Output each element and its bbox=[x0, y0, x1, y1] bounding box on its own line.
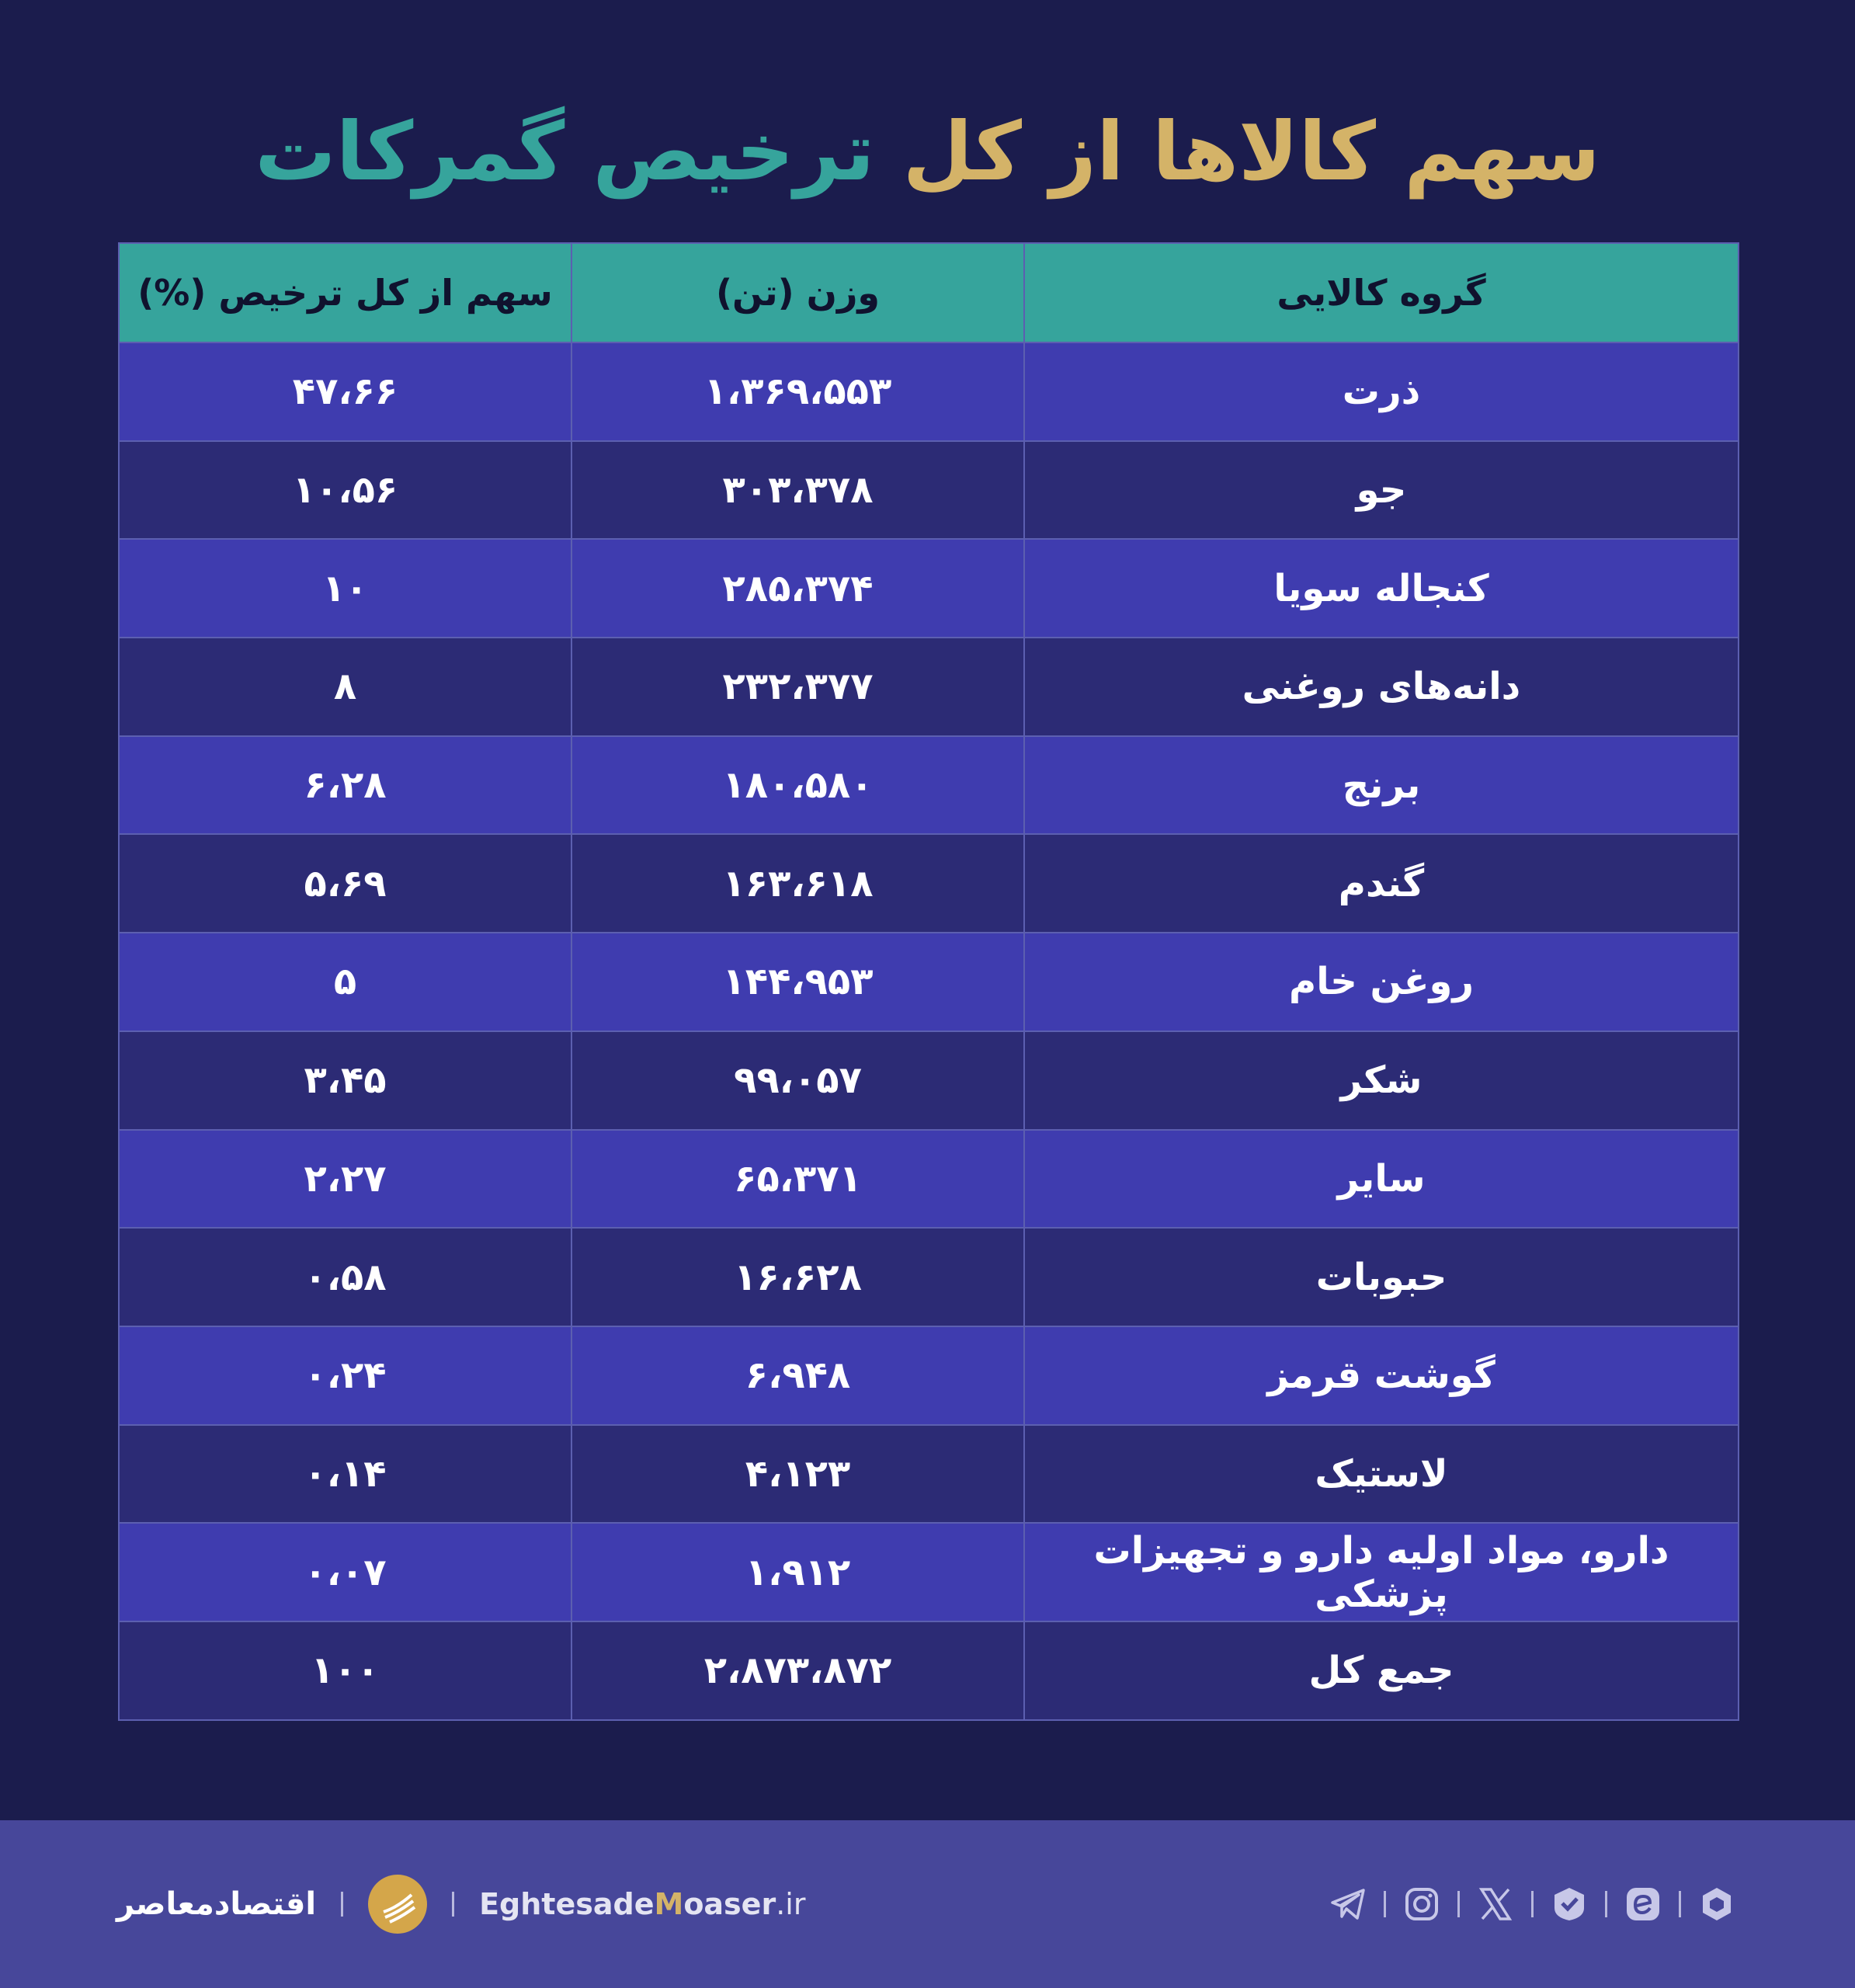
divider bbox=[452, 1892, 454, 1917]
table-row bbox=[119, 1228, 1739, 1326]
title-part-1: سهم کالاها از کل bbox=[902, 104, 1600, 199]
cell-share: ۵ bbox=[119, 933, 571, 1031]
cell-group: لاستیک bbox=[1024, 1425, 1739, 1524]
cell-weight: ۲،۸۷۳،۸۷۲ bbox=[571, 1621, 1024, 1720]
cell-weight: ۱۶،۶۲۸ bbox=[571, 1228, 1024, 1326]
cell-group: کنجاله سویا bbox=[1024, 539, 1739, 638]
rubika-icon[interactable] bbox=[1695, 1882, 1739, 1926]
table-row bbox=[119, 638, 1739, 736]
cell-weight: ۴،۱۲۳ bbox=[571, 1425, 1024, 1524]
cell-group: حبوبات bbox=[1024, 1228, 1739, 1326]
table-row bbox=[119, 1130, 1739, 1229]
cell-share: ۰،۵۸ bbox=[119, 1228, 571, 1326]
bale-icon[interactable] bbox=[1548, 1882, 1591, 1926]
cell-weight: ۲۳۲،۳۷۷ bbox=[571, 638, 1024, 736]
cell-share: ۱۰،۵۶ bbox=[119, 441, 571, 540]
cell-weight: ۶۵،۳۷۱ bbox=[571, 1130, 1024, 1229]
divider bbox=[1531, 1891, 1534, 1917]
table-row bbox=[119, 933, 1739, 1031]
table-row bbox=[119, 539, 1739, 638]
eitaa-icon[interactable] bbox=[1621, 1882, 1665, 1926]
telegram-icon[interactable] bbox=[1326, 1882, 1370, 1926]
clearance-table-container bbox=[118, 242, 1738, 1721]
cell-group: دارو، مواد اولیه دارو و تجهیزات پزشکی bbox=[1024, 1523, 1739, 1621]
cell-share: ۰،۱۴ bbox=[119, 1425, 571, 1524]
x-icon[interactable] bbox=[1474, 1882, 1517, 1926]
divider bbox=[1457, 1891, 1460, 1917]
cell-share: ۰،۰۷ bbox=[119, 1523, 571, 1621]
divider bbox=[1605, 1891, 1607, 1917]
cell-weight: ۱،۳۶۹،۵۵۳ bbox=[571, 342, 1024, 441]
cell-group: گندم bbox=[1024, 834, 1739, 933]
cell-group: جمع کل bbox=[1024, 1621, 1739, 1720]
cell-share: ۳،۴۵ bbox=[119, 1031, 571, 1130]
table-row-total bbox=[119, 1621, 1739, 1720]
table-row bbox=[119, 834, 1739, 933]
cell-weight: ۶،۹۴۸ bbox=[571, 1326, 1024, 1425]
cell-weight: ۱۸۰،۵۸۰ bbox=[571, 736, 1024, 835]
divider bbox=[1384, 1891, 1386, 1917]
table-row bbox=[119, 1425, 1739, 1524]
table-row bbox=[119, 1523, 1739, 1621]
table-row bbox=[119, 441, 1739, 540]
cell-weight: ۹۹،۰۵۷ bbox=[571, 1031, 1024, 1130]
cell-group: شکر bbox=[1024, 1031, 1739, 1130]
table-row bbox=[119, 736, 1739, 835]
cell-weight: ۱،۹۱۲ bbox=[571, 1523, 1024, 1621]
instagram-icon[interactable] bbox=[1400, 1882, 1443, 1926]
brand-logo-icon bbox=[368, 1875, 427, 1934]
cell-group: روغن خام bbox=[1024, 933, 1739, 1031]
cell-share: ۶،۲۸ bbox=[119, 736, 571, 835]
cell-weight: ۱۴۴،۹۵۳ bbox=[571, 933, 1024, 1031]
cell-group: برنج bbox=[1024, 736, 1739, 835]
divider bbox=[341, 1892, 343, 1917]
site-tld: .ir bbox=[776, 1887, 806, 1921]
cell-share: ۸ bbox=[119, 638, 571, 736]
cell-weight: ۱۶۳،۶۱۸ bbox=[571, 834, 1024, 933]
table-header-row bbox=[119, 243, 1739, 342]
cell-share: ۲،۲۷ bbox=[119, 1130, 571, 1229]
website-link[interactable] bbox=[479, 1887, 805, 1921]
site-prefix: Eghtesade bbox=[479, 1887, 655, 1921]
cell-share: ۰،۲۴ bbox=[119, 1326, 571, 1425]
cell-group: دانه‌های روغنی bbox=[1024, 638, 1739, 736]
page-title bbox=[0, 101, 1855, 202]
table-row bbox=[119, 1031, 1739, 1130]
header-group: گروه کالایی bbox=[1024, 243, 1739, 342]
site-rest: oaser bbox=[683, 1887, 776, 1921]
site-highlight: M bbox=[654, 1887, 684, 1921]
cell-group: جو bbox=[1024, 441, 1739, 540]
title-part-2: ترخیص گمرکات bbox=[255, 104, 875, 199]
social-links bbox=[1326, 1881, 1739, 1927]
table-row bbox=[119, 342, 1739, 441]
cell-share: ۴۷،۶۶ bbox=[119, 342, 571, 441]
cell-share: ۵،۶۹ bbox=[119, 834, 571, 933]
cell-group: ذرت bbox=[1024, 342, 1739, 441]
cell-share: ۱۰۰ bbox=[119, 1621, 571, 1720]
cell-weight: ۳۰۳،۳۷۸ bbox=[571, 441, 1024, 540]
brand-name-fa: اقتصادمعاصر bbox=[116, 1886, 317, 1922]
clearance-table bbox=[118, 242, 1739, 1721]
header-weight: وزن (تن) bbox=[571, 243, 1024, 342]
cell-group: گوشت قرمز bbox=[1024, 1326, 1739, 1425]
header-share: سهم از کل ترخیص (%) bbox=[119, 243, 571, 342]
cell-weight: ۲۸۵،۳۷۴ bbox=[571, 539, 1024, 638]
footer bbox=[0, 1820, 1855, 1988]
cell-group: سایر bbox=[1024, 1130, 1739, 1229]
footer-brand bbox=[116, 1875, 805, 1934]
table-row bbox=[119, 1326, 1739, 1425]
cell-share: ۱۰ bbox=[119, 539, 571, 638]
divider bbox=[1679, 1891, 1681, 1917]
